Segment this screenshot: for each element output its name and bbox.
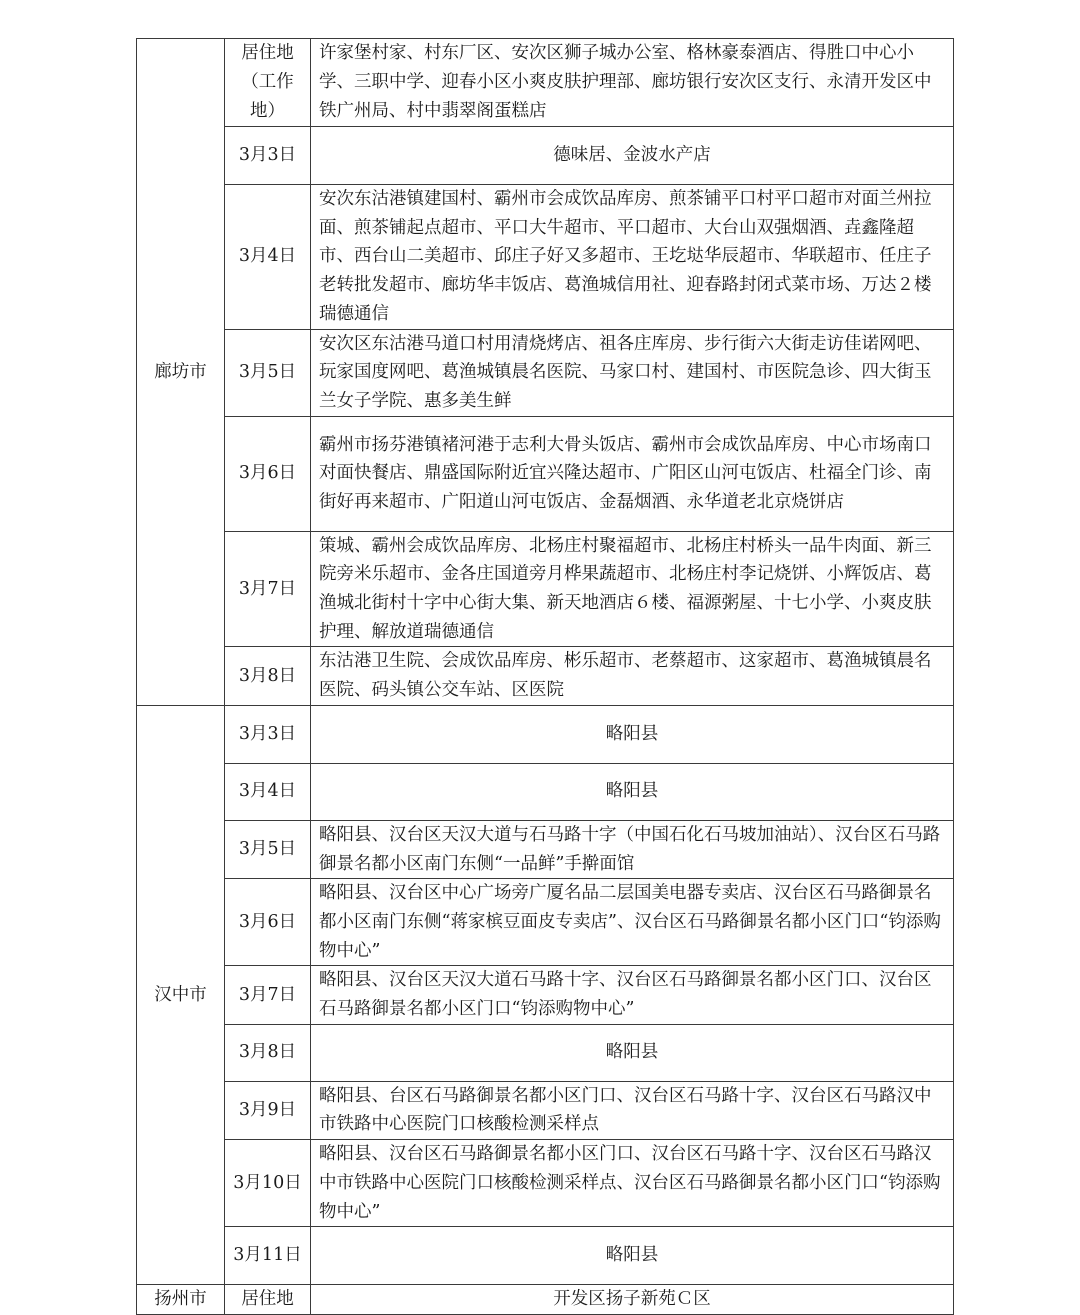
table-row bbox=[137, 763, 954, 820]
table-row bbox=[137, 329, 954, 416]
places-cell: 略阳县、汉台区中心广场旁广厦名品二层国美电器专卖店、汉台区石马路御景名都小区南门东侧“蒋家槟豆面皮专卖店”、汉台区石马路御景名都小区门口“钧添购物中心” bbox=[311, 879, 954, 966]
city-cell-yangzhou: 扬州市 bbox=[137, 1285, 225, 1315]
places-cell: 策城、霸州会成饮品库房、北杨庄村聚福超市、北杨庄村桥头一品牛肉面、新三院旁米乐超市、金各庄国道旁月桦果蔬超市、北杨庄村李记烧饼、小辉饭店、葛渔城北街村十字中心街大集、新天地酒店６楼、福源粥屋、十七小学、小爽皮肤护理、解放道瑞德通信 bbox=[311, 531, 954, 647]
date-cell: 3月7日 bbox=[225, 966, 311, 1024]
date-cell: 3月4日 bbox=[225, 763, 311, 820]
places-cell: 略阳县、汉台区天汉大道与石马路十字（中国石化石马坡加油站）、汉台区石马路御景名都小区南门东侧“一品鲜”手擀面馆 bbox=[311, 820, 954, 878]
date-cell: 3月6日 bbox=[225, 416, 311, 531]
date-cell: 居住地 bbox=[225, 1285, 311, 1315]
places-cell: 略阳县 bbox=[311, 1227, 954, 1285]
date-cell: 3月3日 bbox=[225, 705, 311, 763]
places-cell: 安次区东沽港马道口村用清烧烤店、祖各庄库房、步行街六大街走访佳诺网吧、玩家国度网吧、葛渔城镇晨名医院、马家口村、建国村、市医院急诊、四大街玉兰女子学院、惠多美生鲜 bbox=[311, 329, 954, 416]
table-row bbox=[137, 966, 954, 1024]
table-row bbox=[137, 879, 954, 966]
table-row bbox=[137, 531, 954, 647]
city-cell-langfang: 廊坊市 bbox=[137, 39, 225, 706]
places-cell: 略阳县 bbox=[311, 763, 954, 820]
date-cell: 居住地（工作地） bbox=[225, 39, 311, 127]
date-cell: 3月4日 bbox=[225, 185, 311, 330]
date-cell: 3月8日 bbox=[225, 647, 311, 705]
places-cell: 德味居、金波水产店 bbox=[311, 127, 954, 185]
table-row bbox=[137, 820, 954, 878]
city-cell-hanzhong: 汉中市 bbox=[137, 705, 225, 1284]
table-row bbox=[137, 416, 954, 531]
date-cell: 3月7日 bbox=[225, 531, 311, 647]
table-row bbox=[137, 1227, 954, 1285]
date-cell: 3月6日 bbox=[225, 879, 311, 966]
date-cell: 3月8日 bbox=[225, 1024, 311, 1081]
places-cell: 略阳县、台区石马路御景名都小区门口、汉台区石马路十字、汉台区石马路汉中市铁路中心医院门口核酸检测采样点 bbox=[311, 1081, 954, 1139]
places-cell: 略阳县、汉台区天汉大道石马路十字、汉台区石马路御景名都小区门口、汉台区石马路御景名都小区门口“钧添购物中心” bbox=[311, 966, 954, 1024]
table-row bbox=[137, 1081, 954, 1139]
table-row bbox=[137, 185, 954, 330]
places-cell: 安次东沽港镇建国村、霸州市会成饮品库房、煎茶铺平口村平口超市对面兰州拉面、煎茶铺起点超市、平口大牛超市、平口超市、大台山双强烟酒、垚鑫隆超市、西台山二美超市、邱庄子好又多超市、王圪垯华辰超市、华联超市、任庄子老转批发超市、廊坊华丰饭店、葛渔城信用社、迎春路封闭式菜市场、万达２楼瑞德通信 bbox=[311, 185, 954, 330]
table-row bbox=[137, 39, 954, 127]
places-cell: 霸州市扬芬港镇褚河港于志利大骨头饭店、霸州市会成饮品库房、中心市场南口对面快餐店、鼎盛国际附近宜兴隆达超市、广阳区山河屯饭店、杜福全门诊、南街好再来超市、广阳道山河屯饭店、金磊烟酒、永华道老北京烧饼店 bbox=[311, 416, 954, 531]
places-cell: 略阳县、汉台区石马路御景名都小区门口、汉台区石马路十字、汉台区石马路汉中市铁路中心医院门口核酸检测采样点、汉台区石马路御景名都小区门口“钧添购物中心” bbox=[311, 1140, 954, 1227]
places-cell: 许家堡村家、村东厂区、安次区狮子城办公室、格林豪泰酒店、得胜口中心小学、三职中学、迎春小区小爽皮肤护理部、廊坊银行安次区支行、永清开发区中铁广州局、村中翡翠阁蛋糕店 bbox=[311, 39, 954, 127]
table-row bbox=[137, 1285, 954, 1315]
itinerary-table bbox=[136, 38, 954, 1315]
table-row bbox=[137, 1140, 954, 1227]
date-cell: 3月5日 bbox=[225, 820, 311, 878]
date-cell: 3月9日 bbox=[225, 1081, 311, 1139]
date-cell: 3月11日 bbox=[225, 1227, 311, 1285]
places-cell: 开发区扬子新苑Ｃ区 bbox=[311, 1285, 954, 1315]
table-row bbox=[137, 127, 954, 185]
table-row bbox=[137, 705, 954, 763]
date-cell: 3月3日 bbox=[225, 127, 311, 185]
date-cell: 3月10日 bbox=[225, 1140, 311, 1227]
date-cell: 3月5日 bbox=[225, 329, 311, 416]
places-cell: 东沽港卫生院、会成饮品库房、彬乐超市、老蔡超市、这家超市、葛渔城镇晨名医院、码头镇公交车站、区医院 bbox=[311, 647, 954, 705]
table-row bbox=[137, 1024, 954, 1081]
table-row bbox=[137, 647, 954, 705]
places-cell: 略阳县 bbox=[311, 1024, 954, 1081]
places-cell: 略阳县 bbox=[311, 705, 954, 763]
